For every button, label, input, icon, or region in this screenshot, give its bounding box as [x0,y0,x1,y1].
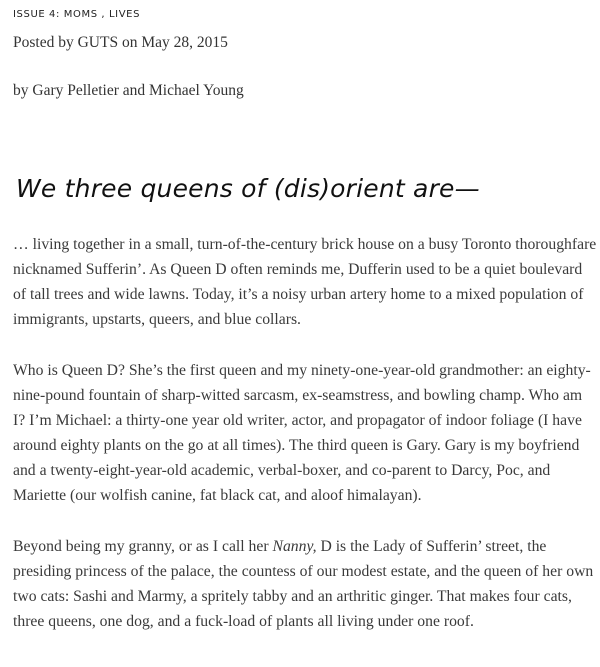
posted-on: on [118,34,142,51]
paragraph-3 [13,534,598,634]
article-body [13,232,598,660]
category-links [13,9,140,20]
post-author-link[interactable]: GUTS [77,34,119,51]
category-lives-link[interactable]: LIVES [109,9,141,20]
paragraph-3-end: D is the Lady of Sufferin’ street, the presiding princess of the palace, the countess of our modest estate, and the queen of her own two cats: Sashi and Marmy, a spritely tabby and an arthritic ginger. That makes four cats, three queens, one dog, and a fuck-load of plants all living under one roof. [13,537,594,631]
paragraph-3-start: Beyond being my granny, or as I call her [13,537,273,555]
category-separator: , [97,9,109,20]
paragraph-2: Who is Queen D? She’s the first queen and my ninety-one-year-old grandmother: an eighty-nine-pound fountain of sharp-witted sarcasm, ex-seamstress, and bowling champ. Who am I? I’m Michael: a thirty-one year old writer, actor, and propagator of indoor foliage (I have around eighty plants on the go at all times). The third queen is Gary. Gary is my boyfriend and a twenty-eight-year-old academic, verbal-boxer, and co-parent to Darcy, Poc, and Mariette (our wolfish canine, fat black cat, and aloof himalayan). [13,361,591,505]
paragraph-3-emphasis: Nanny, [272,537,317,555]
posted-prefix: Posted by [13,34,78,51]
post-meta [13,34,228,52]
byline: by Gary Pelletier and Michael Young [13,82,244,99]
post-date: May 28, 2015 [141,34,228,51]
article-headline: We three queens of (dis)orient are— [16,174,480,203]
category-issue-link[interactable]: ISSUE 4: MOMS [13,9,98,20]
paragraph-1: … living together in a small, turn-of-the-century brick house on a busy Toronto thoroughfare nicknamed Sufferin’. As Queen D often reminds me, Dufferin used to be a quiet boulevard of tall trees and wide lawns. Today, it’s a noisy urban artery home to a mixed population of immigrants, upstarts, queers, and blue collars. [13,236,597,329]
